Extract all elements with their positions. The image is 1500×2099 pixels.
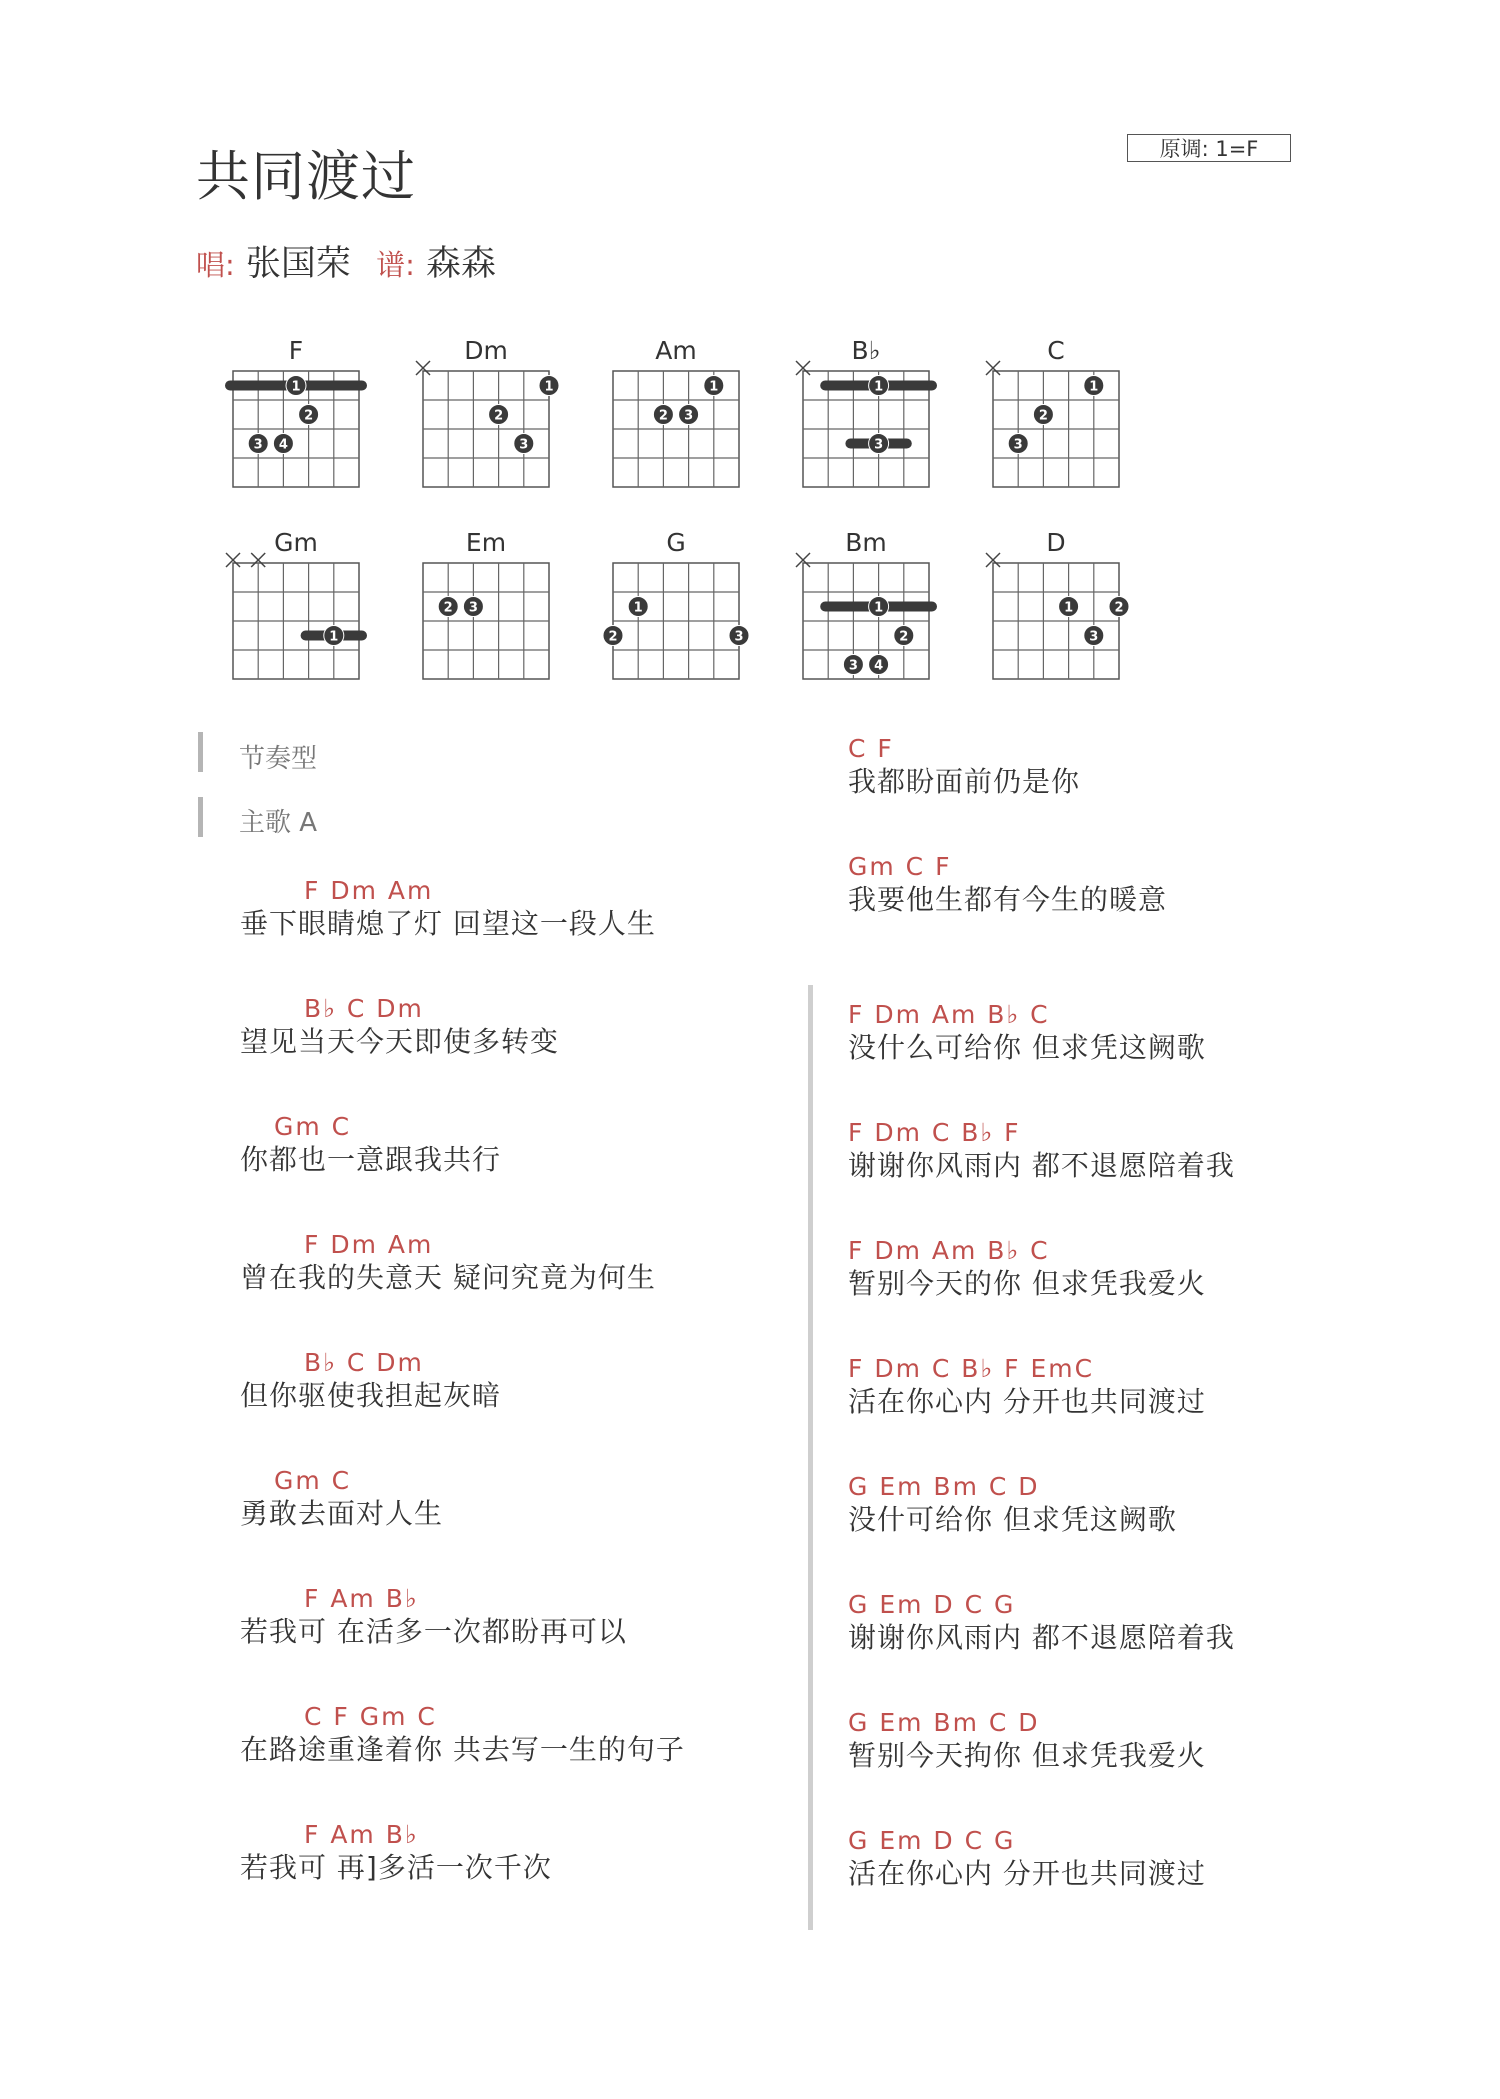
chord-row: F Am B♭ <box>304 1820 419 1849</box>
chord-name: Bm <box>845 528 887 557</box>
finger-number: 3 <box>253 437 263 453</box>
lyric-line: 勇敢去面对人生 <box>240 1497 444 1530</box>
chord-name: D <box>1046 528 1066 557</box>
chord-row: F Dm Am <box>304 876 434 905</box>
arranger-label: 谱: <box>376 248 415 282</box>
lyric-line: 活在你心内 分开也共同渡过 <box>848 1857 1206 1890</box>
chord-row: F Dm Am B♭ C <box>848 1000 1050 1029</box>
chord-row: F Dm C B♭ F EmC <box>848 1354 1095 1383</box>
chord-row: G Em D C G <box>848 1590 1016 1619</box>
chord-row: C F Gm C <box>304 1702 437 1731</box>
finger-number: 1 <box>291 379 301 395</box>
chord-name: Dm <box>464 336 508 365</box>
finger-number: 2 <box>608 629 618 645</box>
singer-name: 张国荣 <box>245 244 351 284</box>
lyric-line: 曾在我的失意天 疑问究竟为何生 <box>240 1261 656 1294</box>
finger-number: 4 <box>874 658 884 674</box>
finger-number: 1 <box>874 379 884 395</box>
finger-number: 3 <box>1013 437 1023 453</box>
chord-row: B♭ C Dm <box>304 1348 424 1377</box>
lyric-line: 垂下眼睛熄了灯 回望这一段人生 <box>240 907 656 940</box>
column-divider <box>808 985 813 1930</box>
lyric-line: 在路途重逢着你 共去写一生的句子 <box>240 1733 685 1766</box>
verse-section-label: 主歌 A <box>239 808 318 838</box>
song-title: 共同渡过 <box>196 145 416 208</box>
finger-number: 2 <box>304 408 314 424</box>
finger-number: 2 <box>1038 408 1048 424</box>
finger-number: 2 <box>658 408 668 424</box>
chord-row: Gm C <box>274 1112 352 1141</box>
chord-name: G <box>666 528 686 557</box>
finger-number: 1 <box>329 629 339 645</box>
chord-row: F Dm Am <box>304 1230 434 1259</box>
chord-name: Em <box>465 528 507 557</box>
lyric-line: 没什可给你 但求凭这阙歌 <box>848 1503 1177 1536</box>
lyric-line: 没什么可给你 但求凭这阙歌 <box>848 1031 1206 1064</box>
chord-row: F Dm C B♭ F <box>848 1118 1021 1147</box>
chord-name: C <box>1047 336 1065 365</box>
chord-name: B♭ <box>851 336 881 365</box>
finger-number: 1 <box>1064 600 1074 616</box>
lyric-line: 谢谢你风雨内 都不退愿陪着我 <box>848 1149 1235 1182</box>
chord-name: Gm <box>274 528 318 557</box>
section-marker <box>198 732 203 772</box>
lyric-line: 但你驱使我担起灰暗 <box>240 1379 502 1412</box>
lyric-line: 谢谢你风雨内 都不退愿陪着我 <box>848 1621 1235 1654</box>
chord-row: Gm C <box>274 1466 352 1495</box>
chord-row: G Em D C G <box>848 1826 1016 1855</box>
lyric-line: 若我可 在活多一次都盼再可以 <box>240 1615 627 1648</box>
lyric-line: 活在你心内 分开也共同渡过 <box>848 1385 1206 1418</box>
chord-row: B♭ C Dm <box>304 994 424 1023</box>
finger-number: 1 <box>633 600 643 616</box>
finger-number: 3 <box>874 437 884 453</box>
lyric-line: 暂别今天拘你 但求凭我爱火 <box>848 1739 1206 1772</box>
finger-number: 3 <box>684 408 694 424</box>
chord-row: F Dm Am B♭ C <box>848 1236 1050 1265</box>
finger-number: 3 <box>1089 629 1099 645</box>
finger-number: 3 <box>848 658 858 674</box>
arranger-name: 森森 <box>426 244 497 284</box>
chord-name: F <box>288 336 304 365</box>
chord-row: F Am B♭ <box>304 1584 419 1613</box>
finger-number: 1 <box>1089 379 1099 395</box>
finger-number: 3 <box>734 629 744 645</box>
section-marker <box>198 797 203 837</box>
finger-number: 1 <box>544 379 554 395</box>
chord-name: Am <box>655 336 697 365</box>
chord-row: G Em Bm C D <box>848 1708 1040 1737</box>
singer-label: 唱: <box>196 248 235 282</box>
finger-number: 2 <box>443 600 453 616</box>
finger-number: 1 <box>709 379 719 395</box>
finger-number: 2 <box>899 629 909 645</box>
finger-number: 3 <box>468 600 478 616</box>
chord-row: Gm C F <box>848 852 952 881</box>
finger-number: 4 <box>278 437 288 453</box>
lyric-line: 若我可 再]多活一次千次 <box>240 1851 552 1884</box>
chord-row: C F <box>848 734 894 763</box>
finger-number: 2 <box>1114 600 1124 616</box>
lyric-line: 我都盼面前仍是你 <box>848 765 1081 798</box>
original-key-box: 原调: 1=F <box>1127 134 1291 162</box>
chord-diagrams <box>0 0 1500 720</box>
lyric-line: 暂别今天的你 但求凭我爱火 <box>848 1267 1206 1300</box>
finger-number: 2 <box>494 408 504 424</box>
lyric-line: 我要他生都有今生的暖意 <box>848 883 1168 916</box>
chord-row: G Em Bm C D <box>848 1472 1040 1501</box>
finger-number: 3 <box>519 437 529 453</box>
lyric-line: 望见当天今天即使多转变 <box>240 1025 560 1058</box>
rhythm-section-label: 节奏型 <box>239 744 318 774</box>
finger-number: 1 <box>874 600 884 616</box>
lyric-line: 你都也一意跟我共行 <box>240 1143 502 1176</box>
